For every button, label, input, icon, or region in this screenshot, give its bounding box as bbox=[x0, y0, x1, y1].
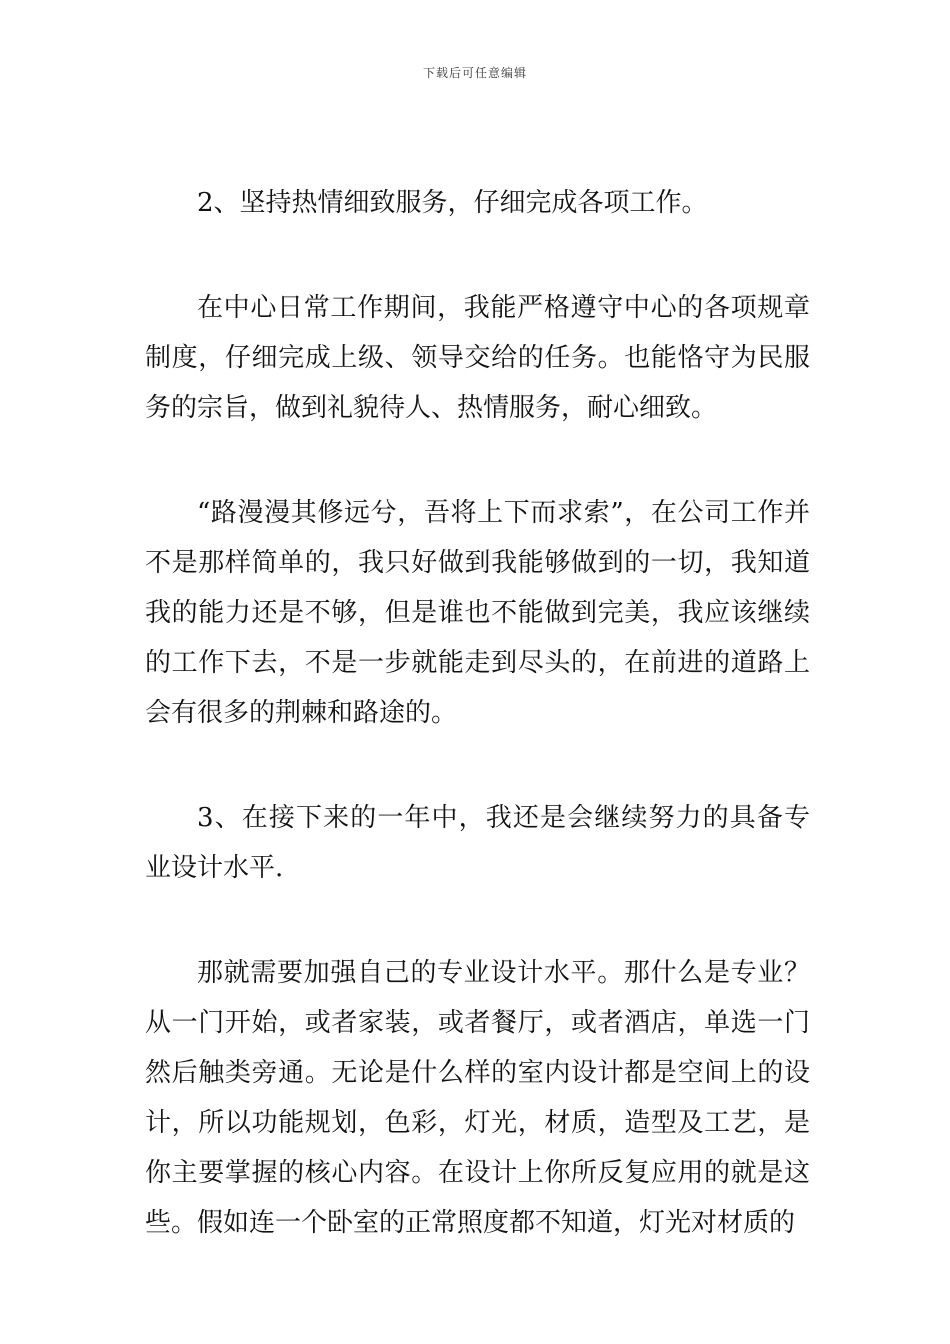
body-text bbox=[145, 178, 810, 1248]
paragraph-2: 在中心日常工作期间，我能严格遵守中心的各项规章制度，仔细完成上级、领导交给的任务。也能恪守为民服务的宗旨，做到礼貌待人、热情服务，耐心细致。 bbox=[145, 293, 810, 423]
paragraph-5: 那就需要加强自己的专业设计水平。那什么是专业？从一门开始，或者家装，或者餐厅，或者酒店，单选一门然后触类旁通。无论是什么样的室内设计都是空间上的设计，所以功能规划，色彩，灯光，材质，造型及工艺，是你主要掌握的核心内容。在设计上你所反复应用的就是这些。假如连一个卧室的正常照度都不知道，灯光对材质的 bbox=[145, 958, 810, 1238]
paragraph-1: 2、坚持热情细致服务，仔细完成各项工作。 bbox=[197, 188, 708, 218]
header-note: 下载后可任意编辑 bbox=[422, 66, 527, 80]
paragraph-4: 3、在接下来的一年中，我还是会继续努力的具备专业设计水平. bbox=[145, 803, 810, 883]
paragraph-3: “路漫漫其修远兮，吾将上下而求索”，在公司工作并不是那样简单的，我只好做到我能够做到的一切，我知道我的能力还是不够，但是谁也不能做到完美，我应该继续的工作下去，不是一步就能走到尽头的，在前进的道路上会有很多的荆棘和路途的。 bbox=[145, 498, 810, 728]
